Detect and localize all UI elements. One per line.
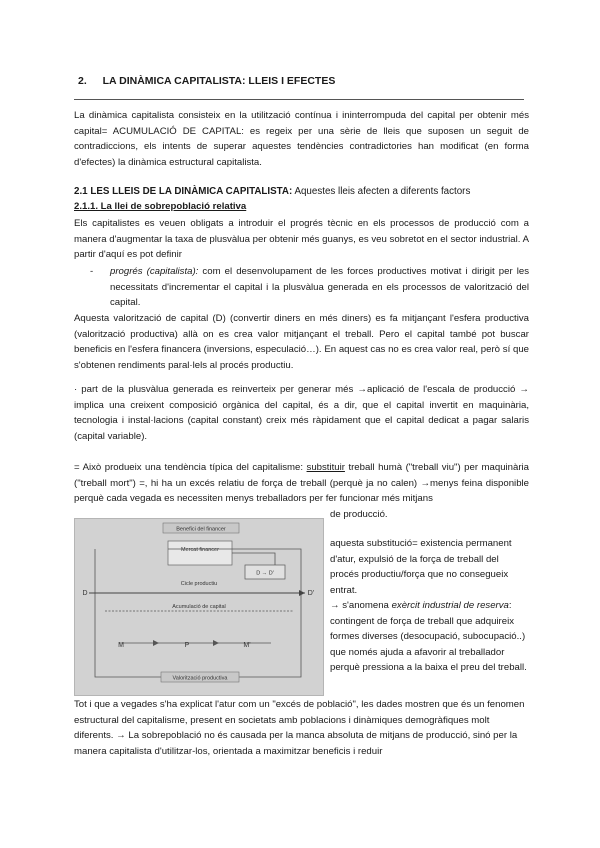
paragraph-progress: Els capitalistes es veuen obligats a introduir el progrés tècnic en els processos de producció com a manera d'augmentar la taxa de plusvàlua per obtenir més guanys, es veu sobretot en el sector industrial. A partir d'aquí es pot definir xyxy=(74,218,529,261)
fig-label-m2: M' xyxy=(243,642,251,649)
section-title xyxy=(74,185,534,199)
fig-label-m1: M xyxy=(118,642,124,649)
subsection-title: 2.1.1. La llei de sobrepoblació relativa xyxy=(74,201,247,212)
fig-label-bottom: Valorització productiva xyxy=(172,675,228,682)
para4-tail: de producció. xyxy=(330,509,388,520)
fig-label-p: P xyxy=(184,642,190,649)
para4-prefix: = Això produeix una tendència típica del capitalisme: xyxy=(74,462,307,473)
fig-label-right: D' xyxy=(307,590,315,597)
bullet-body: com el desenvolupament de les forces productives motivat i dirigit per les necessitats d'incrementar el capital i la plusvàlua generada en els processos de valorització del capital. xyxy=(110,266,529,309)
bullet-term: progrés (capitalista): xyxy=(110,266,199,277)
fig-label-inner: Mercat financer xyxy=(181,547,219,553)
section-subtitle: Aquestes lleis afecten a diferents factors xyxy=(292,186,471,197)
fig-label-left: D xyxy=(82,590,88,597)
cycle-diagram xyxy=(75,519,323,695)
bullet-text xyxy=(110,264,529,311)
side-arrow-prefix: → s'anomena xyxy=(330,600,392,611)
side-unemployment: aquesta substitució= existencia permanent d'atur, expulsió de la força de treball del procés productiu/força que no consegueix entrat. xyxy=(330,538,512,596)
heading-number: 2. xyxy=(78,75,87,87)
para4-rest: treball humà ("treball viu") per maquinària ("treball mort") =, hi ha un excés relatiu de força de treball (perquè ja no calen) →menys feina disponible perquè cada vegada es necessiten menys treballadors per fer funcionar més mitjans xyxy=(74,462,529,505)
side-rest: : contingent de força de treball que adquireix formes diverses (desocupació, subocupació..) que només ajuda a afavorir al treballador perquè pressiona a la baixa el preu del treball. xyxy=(330,600,527,674)
para4-underlined: substituir xyxy=(306,462,345,473)
side-reserve-army xyxy=(330,598,530,676)
capital-cycle-figure xyxy=(74,518,324,696)
fig-label-middle: Cicle productiu xyxy=(180,581,218,587)
fig-label-accum: Acumulació de capital xyxy=(172,604,226,610)
paragraph-overpopulation: Tot i que a vegades s'ha explicat l'atur com un "excés de població", les dades mostren que és un fenomen estructural del capitalisme, present en societats amb poblacions i dinàmiques demogràfiques molt diferents. → La sobrepoblació no és causada per la manca absoluta de mitjans de producció, sinó per la manera capitalista d'utilitzar-los, orientada a maximitzar beneficis i reduir xyxy=(74,699,525,757)
fig-label-top: Benefici del financer xyxy=(176,526,226,533)
paragraph-valorization: Aquesta valorització de capital (D) (convertir diners en més diners) es fa mitjançant l'esfera productiva (valorització productiva) allà on es crea valor mitjançant el treball. Pero el capital també pot buscar beneficis en l'esfera financera (inversions, especulació…). En aquest cas no es crea valor real, però sí que s'obtenen rendiments paral·lels al procés productiu. xyxy=(74,313,529,371)
section-title-text: 2.1 LES LLEIS DE LA DINÀMICA CAPITALISTA: xyxy=(74,186,293,197)
paragraph-reinvestment: · part de la plusvàlua generada es reinverteix per generar més →aplicació de l'escala de producció → implica una creixent composició orgànica del capital, és a dir, que el capital invertit en maquinària, tecnologia i instal·lacions (capital constant) creix més ràpidament que el capital dedicat a pagar salaris (capital variable). xyxy=(74,384,529,442)
side-term: exèrcit industrial de reserva xyxy=(391,600,509,611)
heading-rule xyxy=(74,99,524,100)
heading-title: LA DINÀMICA CAPITALISTA: LLEIS I EFECTES xyxy=(102,75,336,87)
intro-paragraph: La dinàmica capitalista consisteix en la utilització contínua i ininterrompuda del capital per obtenir més capital= ACUMULACIÓ DE CAPITAL: es regeix per una sèrie de lleis que suposen un seguit de contradiccions, els intents de superar aquestes tendències contradictories han modificat (en forma d'efectes) la dinàmica estructural capitalista. xyxy=(74,110,529,168)
section-heading xyxy=(78,75,335,87)
fig-label-dcycle: D → D' xyxy=(256,570,274,577)
bullet-marker: - xyxy=(90,266,94,277)
paragraph-substitution xyxy=(74,460,529,507)
